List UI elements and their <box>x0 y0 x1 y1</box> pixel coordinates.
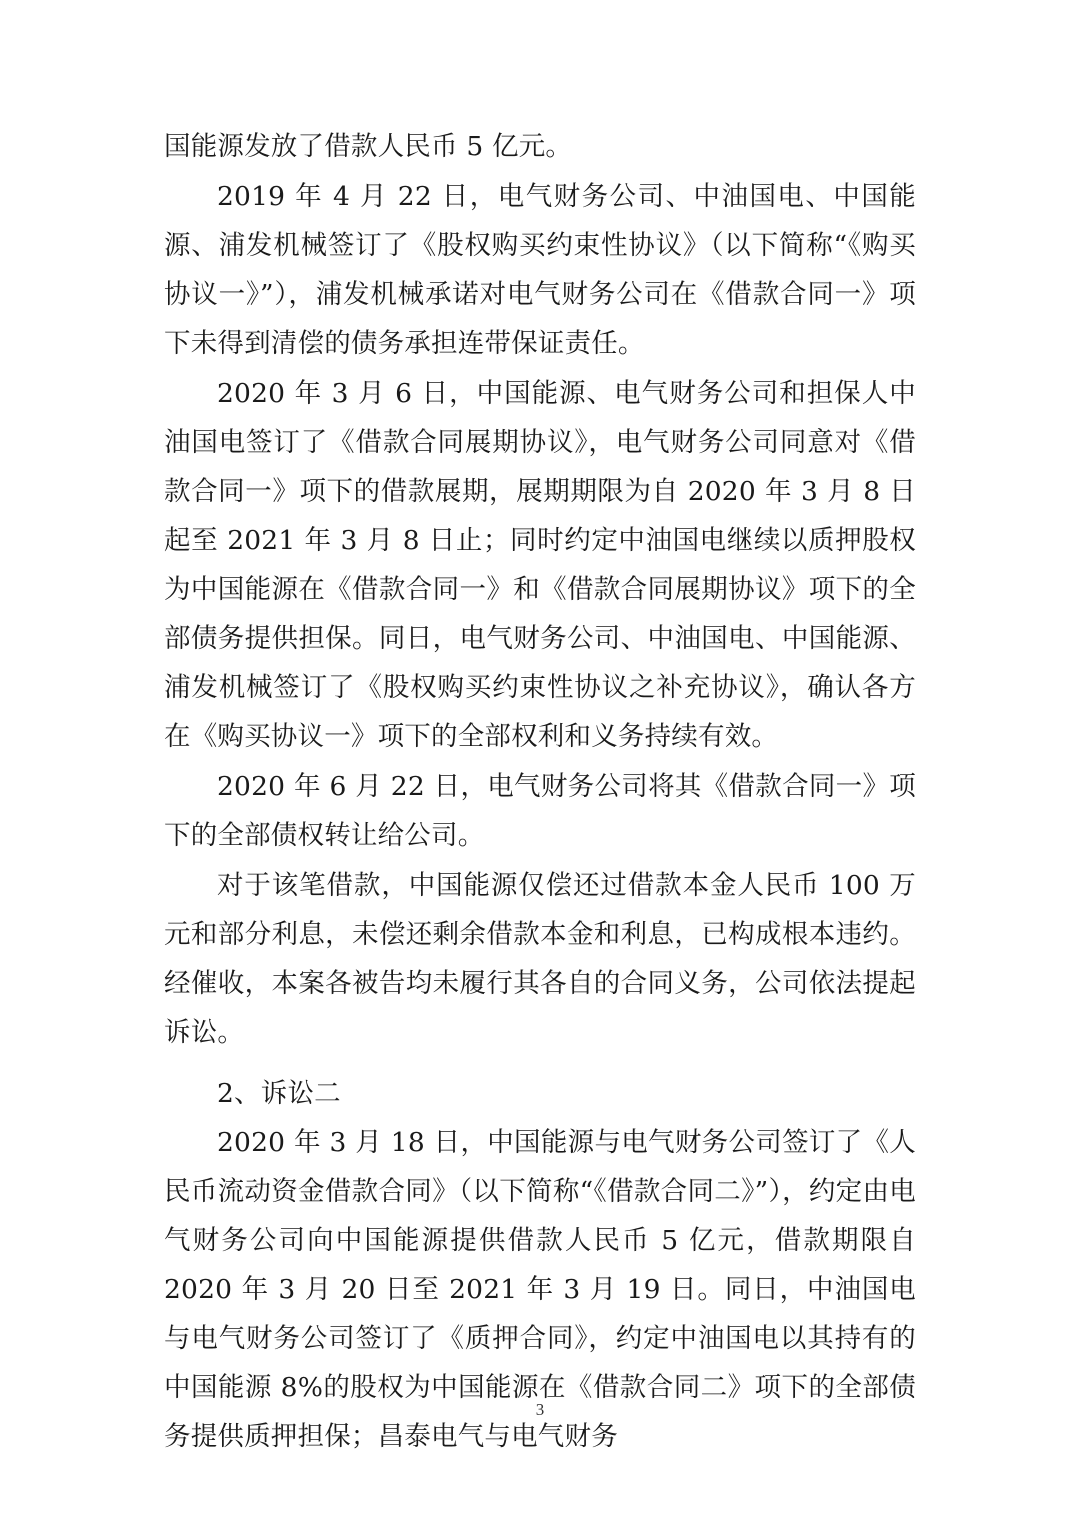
paragraph-6: 2020 年 3 月 18 日，中国能源与电气财务公司签订了《人民币流动资金借款合同》（以下简称“《借款合同二》”），约定由电气财务公司向中国能源提供借款人民币 5 亿元，借款期限自 2020 年 3 月 20 日至 2021 年 3 月 19 日。同日，中油国电与电气财务公司签订了《质押合同》，约定中油国电以其持有的中国能源 8%的股权为中国能源在《借款合同二》项下的全部债务提供质押担保；昌泰电气与电气财务 <box>164 1127 916 1452</box>
document-body <box>164 122 916 1461</box>
section-heading: 2、诉讼二 <box>217 1078 341 1109</box>
paragraph-4: 2020 年 6 月 22 日，电气财务公司将其《借款合同一》项下的全部债权转让给公司。 <box>164 771 916 851</box>
page-number: 3 <box>535 1400 545 1419</box>
paragraph-2: 2019 年 4 月 22 日，电气财务公司、中油国电、中国能源、浦发机械签订了《股权购买约束性协议》（以下简称“《购买协议一》”），浦发机械承诺对电气财务公司在《借款合同一》项下未得到清偿的债务承担连带保证责任。 <box>164 181 916 359</box>
paragraph-3: 2020 年 3 月 6 日，中国能源、电气财务公司和担保人中油国电签订了《借款合同展期协议》，电气财务公司同意对《借款合同一》项下的借款展期，展期期限为自 2020 年 3 月 8 日起至 2021 年 3 月 8 日止；同时约定中油国电继续以质押股权为中国能源在《借款合同一》和《借款合同展期协议》项下的全部债务提供担保。同日，电气财务公司、中油国电、中国能源、浦发机械签订了《股权购买约束性协议之补充协议》，确认各方在《购买协议一》项下的全部权利和义务持续有效。 <box>164 378 916 752</box>
paragraph-1: 国能源发放了借款人民币 5 亿元。 <box>164 131 573 162</box>
paragraph-5: 对于该笔借款，中国能源仅偿还过借款本金人民币 100 万元和部分利息，未偿还剩余借款本金和利息，已构成根本违约。经催收，本案各被告均未履行其各自的合同义务，公司依法提起诉讼。 <box>164 870 916 1048</box>
